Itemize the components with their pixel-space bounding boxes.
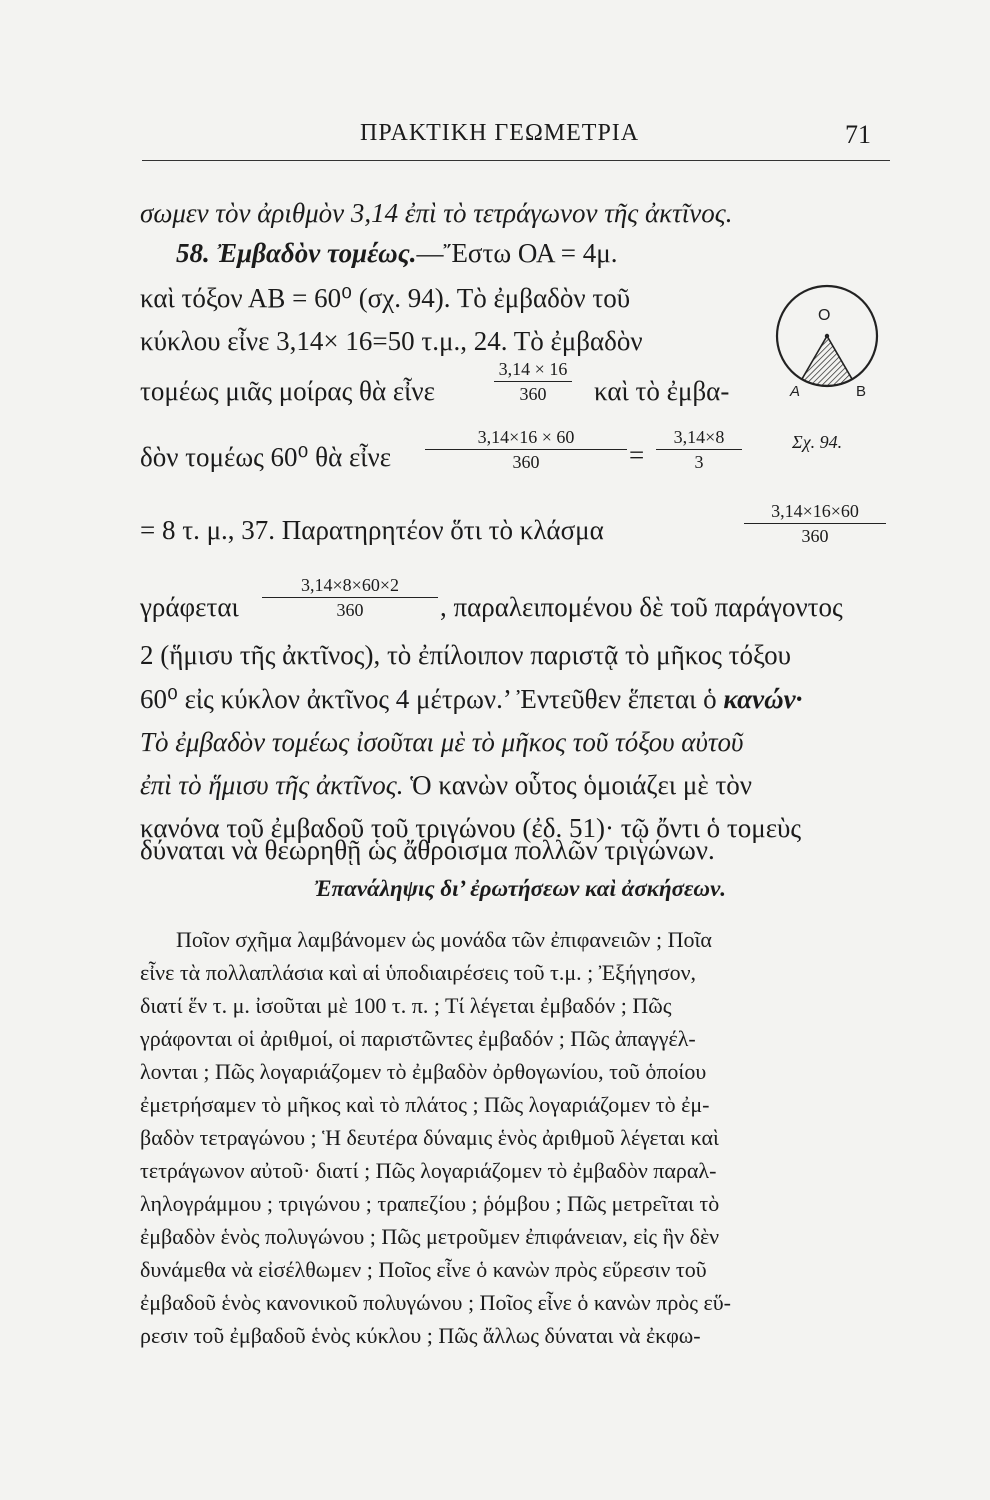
fraction-2-denominator: 360 bbox=[512, 452, 540, 472]
text-line-7a: = 8 τ. μ., 37. Παρατηρητέον ὅτι τὸ κλάσμα bbox=[140, 515, 604, 545]
text-line-14: δύναται νὰ θεωρηθῇ ὡς ἄθροισμα πολλῶν τριγώνων. bbox=[140, 835, 715, 865]
fraction-5-denominator: 360 bbox=[336, 600, 364, 620]
text-line-11: Τὸ ἐμβαδὸν τομέως ἰσοῦται μὲ τὸ μῆκος τοῦ τόξου αὐτοῦ bbox=[140, 727, 744, 757]
review-line: ἐμετρήσαμεν τὸ μῆκος καὶ τὸ πλάτος ; Πῶς λογαριάζομεν τὸ ἐμ- bbox=[140, 1092, 710, 1117]
label-o: Ο bbox=[818, 307, 831, 324]
review-line: ἐμβαδὸν ἑνὸς πολυγώνου ; Πῶς μετροῦμεν ἐπιφάνειαν, εἰς ἣν δὲν bbox=[140, 1224, 720, 1249]
text-line-1: σωμεν τὸν ἀριθμὸν 3,14 ἐπὶ τὸ τετράγωνον τῆς ἀκτῖνος. bbox=[140, 198, 733, 228]
text-line-5b: καὶ τὸ ἐμβα- bbox=[594, 376, 730, 406]
fraction-5-bar bbox=[262, 597, 438, 598]
running-header-title: ΠΡΑΚΤΙΚΗ ΓΕΩΜΕΤΡΙΑ bbox=[360, 120, 640, 146]
review-line: ρεσιν τοῦ ἐμβαδοῦ ἑνὸς κύκλου ; Πῶς ἄλλως δύναται νὰ ἐκφω- bbox=[140, 1323, 701, 1348]
figure-caption: Σχ. 94. bbox=[792, 432, 843, 452]
review-line: διατί ἕν τ. μ. ἰσοῦται μὲ 100 τ. π. ; Τί λέγεται ἐμβαδόν ; Πῶς bbox=[140, 993, 672, 1018]
review-line: ληλογράμμου ; τριγώνου ; τραπεζίου ; ῥόμβου ; Πῶς μετρεῖται τὸ bbox=[140, 1191, 720, 1216]
text-line-2 bbox=[176, 238, 618, 269]
fraction-4-bar bbox=[744, 523, 886, 524]
fraction-1 bbox=[494, 358, 572, 405]
review-line: εἶνε τὰ πολλαπλάσια καὶ αἱ ὑποδιαιρέσεις τοῦ τ.μ. ; Ἐξήγησον, bbox=[140, 960, 697, 985]
center-point bbox=[825, 334, 829, 338]
fraction-2-numerator: 3,14×16 × 60 bbox=[477, 427, 575, 447]
text-line-12a: ἐπὶ τὸ ἥμισυ τῆς ἀκτῖνος. bbox=[140, 770, 404, 800]
fraction-1-numerator: 3,14 × 16 bbox=[498, 359, 568, 379]
header-rule bbox=[142, 160, 890, 161]
rule-word: κανών· bbox=[723, 684, 803, 714]
text-line-8b: , παραλειπομένου δὲ τοῦ παράγοντος bbox=[440, 592, 843, 622]
review-line: ἐμβαδοῦ ἑνὸς κανονικοῦ πολυγώνου ; Ποῖος εἶνε ὁ κανὼν πρὸς εὕ- bbox=[140, 1290, 731, 1315]
fraction-5 bbox=[262, 574, 438, 621]
text-line-10 bbox=[140, 684, 802, 715]
text-line-13: κανόνα τοῦ ἐμβαδοῦ τοῦ τριγώνου (ἐδ. 51)· τῷ ὄντι ὁ τομεὺς bbox=[140, 813, 802, 843]
sector-figure bbox=[772, 282, 882, 398]
text-line-3: καὶ τόξον ΑΒ = 60⁰ (σχ. 94). Τὸ ἐμβαδὸν τοῦ bbox=[140, 283, 631, 313]
review-line: δυνάμεθα νὰ εἰσέλθωμεν ; Ποῖος εἶνε ὁ κανὼν πρὸς εὕρεσιν τοῦ bbox=[140, 1257, 707, 1282]
fraction-5-numerator: 3,14×8×60×2 bbox=[301, 575, 399, 595]
review-line: γράφονται οἱ ἀριθμοί, οἱ παριστῶντες ἐμβαδόν ; Πῶς ἀπαγγέλ- bbox=[140, 1026, 696, 1051]
text-line-12b: Ὁ κανὼν οὗτος ὁμοιάζει μὲ τὸν bbox=[410, 770, 753, 800]
fraction-4-denominator: 360 bbox=[801, 526, 829, 546]
section-title: Ἐμβαδὸν τομέως. bbox=[216, 238, 417, 268]
review-line: Ποῖον σχῆμα λαμβάνομεν ὡς μονάδα τῶν ἐπιφανειῶν ; Ποῖα bbox=[176, 927, 712, 952]
label-a: Α bbox=[790, 383, 801, 398]
text-line-12 bbox=[140, 770, 752, 801]
text-line-9: 2 (ἥμισυ τῆς ἀκτῖνος), τὸ ἐπίλοιπον παριστᾷ τὸ μῆκος τόξου bbox=[140, 640, 791, 670]
text-line-10a: 60⁰ εἰς κύκλον ἀκτῖνος 4 μέτρων.’ Ἐντεῦθεν ἕπεται ὁ bbox=[140, 684, 717, 714]
fraction-1-denominator: 360 bbox=[519, 384, 547, 404]
section-intro: —Ἔστω ΟΑ = 4μ. bbox=[416, 238, 618, 268]
fraction-3 bbox=[656, 426, 742, 473]
section-number: 58. bbox=[176, 238, 210, 268]
fraction-4-numerator: 3,14×16×60 bbox=[771, 501, 859, 521]
equals-sign: = bbox=[629, 440, 645, 470]
page-number: 71 bbox=[845, 120, 871, 149]
text-line-4: κύκλου εἶνε 3,14× 16=50 τ.μ., 24. Τὸ ἐμβαδὸν bbox=[140, 326, 643, 356]
text-line-5a: τομέως μιᾶς μοίρας θὰ εἶνε bbox=[140, 376, 435, 406]
sector-shaded bbox=[802, 336, 852, 386]
fraction-1-bar bbox=[494, 381, 572, 382]
label-b: Β bbox=[856, 383, 867, 398]
review-line: λονται ; Πῶς λογαριάζομεν τὸ ἐμβαδὸν ὀρθογωνίου, τοῦ ὁποίου bbox=[140, 1059, 707, 1084]
fraction-3-numerator: 3,14×8 bbox=[673, 427, 725, 447]
review-line: τετράγωνον αὐτοῦ· διατί ; Πῶς λογαριάζομεν τὸ ἐμβαδὸν παραλ- bbox=[140, 1158, 717, 1183]
fraction-2-bar bbox=[425, 449, 627, 450]
fraction-3-bar bbox=[656, 449, 742, 450]
fraction-3-denominator: 3 bbox=[694, 452, 704, 472]
fraction-4 bbox=[744, 500, 886, 547]
text-line-8a: γράφεται bbox=[140, 592, 239, 622]
review-line: βαδὸν τετραγώνου ; Ἡ δευτέρα δύναμις ἑνὸς ἀριθμοῦ λέγεται καὶ bbox=[140, 1125, 719, 1150]
review-heading: Ἐπανάληψις δι’ ἐρωτήσεων καὶ ἀσκήσεων. bbox=[313, 876, 727, 901]
fraction-2 bbox=[425, 426, 627, 473]
text-line-6a: δὸν τομέως 60⁰ θὰ εἶνε bbox=[140, 442, 392, 472]
